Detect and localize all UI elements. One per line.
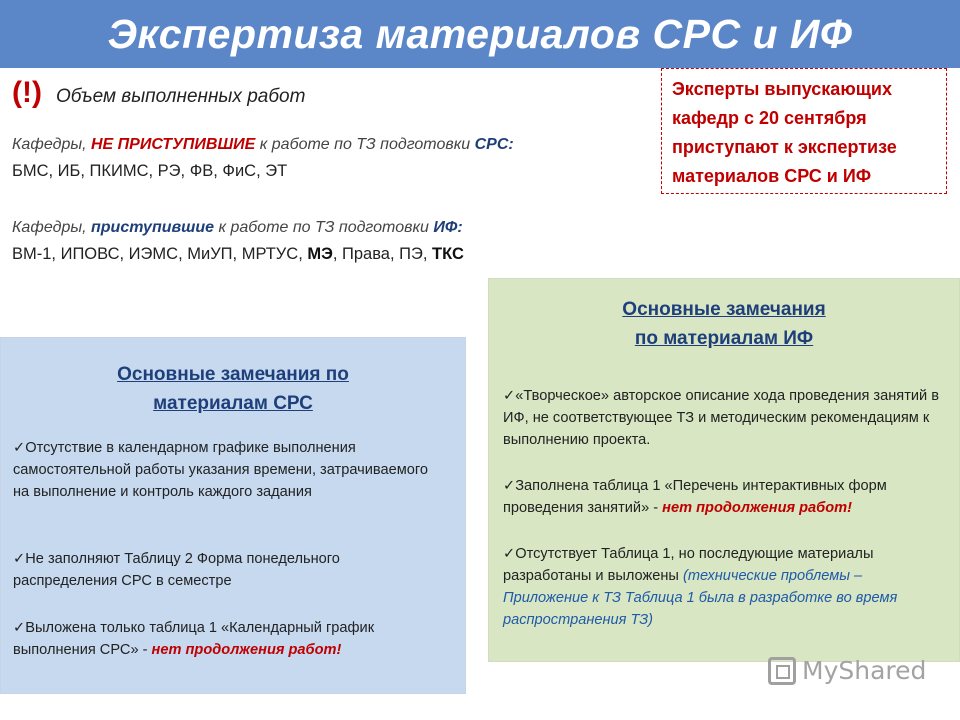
- src-item-3-red: нет продолжения работ!: [151, 642, 342, 658]
- not-started-subject: СРС:: [474, 136, 514, 153]
- experts-line-2: кафедр с 20 сентября: [672, 108, 867, 128]
- src-item-1: [13, 437, 443, 503]
- myshared-logo-icon: [768, 657, 796, 685]
- started-list-bold2: ТКС: [432, 245, 464, 263]
- if-remarks-title: [489, 295, 959, 353]
- src-item-2-text: Не заполняют Таблицу 2 Форма понедельного распределения СРС в семестре: [13, 551, 340, 589]
- if-item-3-blue: (технические проблемы – Приложение к ТЗ Таблица 1 была в разработке во время распространения ТЗ): [503, 568, 898, 628]
- check-icon: ✓: [13, 551, 26, 567]
- started-list-bold1: МЭ: [307, 245, 333, 263]
- experts-line-4: материалов СРС и ИФ: [672, 166, 872, 186]
- title-bar: [0, 0, 960, 68]
- if-item-2-text: Заполнена таблица 1 «Перечень интерактивных форм проведения занятий» -: [503, 478, 887, 516]
- started-list-part1: ВМ-1, ИПОВС, ИЭМС, МиУП, МРТУС,: [12, 245, 308, 263]
- volume-heading: [12, 76, 305, 110]
- started-middle: к работе по ТЗ подготовки: [214, 219, 434, 236]
- src-title-line-1: Основные замечания по: [117, 364, 349, 385]
- not-started-heading: [12, 136, 514, 154]
- src-item-2: [13, 548, 443, 592]
- page-title: Экспертиза материалов СРС и ИФ: [107, 10, 853, 57]
- if-item-2: [503, 475, 943, 519]
- check-icon: ✓: [13, 440, 26, 456]
- src-item-1-text: Отсутствие в календарном графике выполнения самостоятельной работы указания времени, затрачиваемого на выполнение и контроль каждого задания: [13, 440, 428, 500]
- started-heading: [12, 219, 463, 237]
- src-remarks-title: [1, 360, 465, 418]
- experts-line-1: Эксперты выпускающих: [672, 79, 892, 99]
- if-item-3: [503, 543, 943, 631]
- started-highlight: приступившие: [91, 219, 215, 236]
- not-started-list: БМС, ИБ, ПКИМС, РЭ, ФВ, ФиС, ЭТ: [12, 162, 288, 180]
- started-list-part2: , Права, ПЭ,: [332, 245, 433, 263]
- experts-line-3: приступают к экспертизе: [672, 137, 897, 157]
- if-item-3-text: Отсутствует Таблица 1, но последующие материалы разработаны и выложены: [503, 546, 874, 584]
- check-icon: ✓: [13, 620, 26, 636]
- if-title-line-2: по материалам ИФ: [634, 328, 814, 349]
- if-item-1-text: «Творческое» авторское описание хода проведения занятий в ИФ, не соответствующее ТЗ и методическим рекомендациям к выполнению проекта.: [503, 388, 939, 448]
- started-list: [12, 245, 464, 264]
- if-item-1: [503, 385, 943, 451]
- if-title-line-1: Основные замечания: [622, 299, 826, 320]
- src-remarks-box: [0, 337, 466, 694]
- not-started-prefix: Кафедры,: [12, 136, 91, 153]
- src-item-3: [13, 617, 443, 661]
- watermark-text: MyShared: [802, 656, 927, 685]
- if-remarks-box: [488, 278, 960, 662]
- started-subject: ИФ:: [433, 219, 463, 236]
- attention-mark: (!): [12, 76, 42, 109]
- src-title-line-2: материалам СРС: [153, 393, 313, 414]
- src-item-3-text: Выложена только таблица 1 «Календарный график выполнения СРС» -: [13, 620, 375, 658]
- if-item-2-red: нет продолжения работ!: [662, 500, 852, 516]
- not-started-middle: к работе по ТЗ подготовки: [255, 136, 475, 153]
- check-icon: ✓: [503, 388, 516, 404]
- not-started-highlight: НЕ ПРИСТУПИВШИЕ: [91, 136, 256, 153]
- check-icon: ✓: [503, 546, 516, 562]
- volume-text: Объем выполненных работ: [55, 86, 306, 107]
- experts-note: [661, 68, 947, 194]
- myshared-watermark: [768, 656, 926, 685]
- check-icon: ✓: [503, 478, 516, 494]
- started-prefix: Кафедры,: [12, 219, 91, 236]
